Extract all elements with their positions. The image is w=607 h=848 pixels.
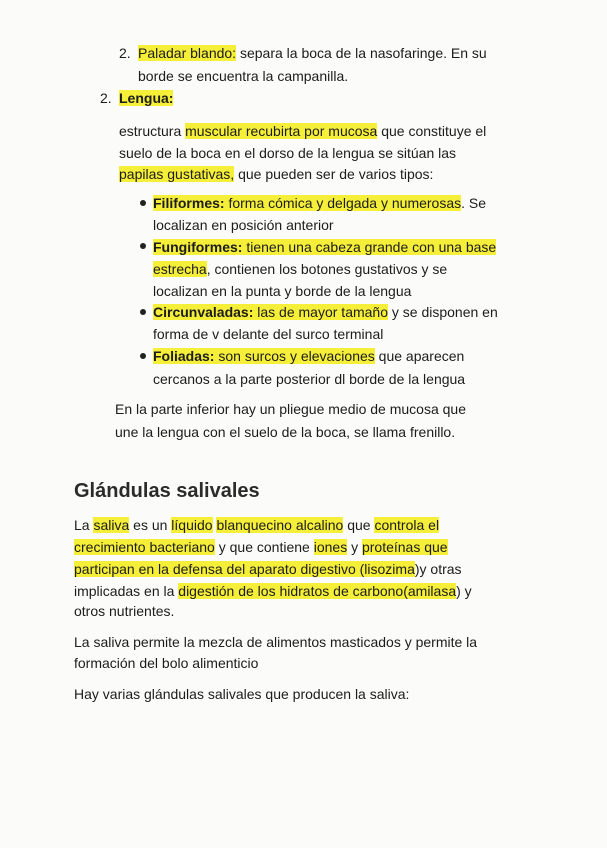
text: La [74, 517, 94, 533]
bullet-icon [140, 243, 146, 249]
text: que aparecen [374, 348, 465, 364]
papila-term: Foliadas: [153, 348, 215, 364]
paladar-line-1 [138, 44, 487, 62]
highlight: proteínas que [361, 539, 448, 555]
text: que [343, 517, 375, 533]
section-heading: Glándulas salivales [74, 480, 260, 502]
highlight: controla el [374, 517, 440, 533]
lengua-title [119, 89, 173, 107]
frenillo-line-1: En la parte inferior hay un pliegue medio de mucosa que [115, 401, 466, 417]
papila-term: Filiformes: [153, 195, 225, 211]
papila-fungiformes-line-2 [153, 260, 447, 278]
paladar-term: Paladar blando: [138, 45, 237, 61]
mezcla-line-2: formación del bolo alimenticio [74, 655, 259, 671]
text: . Se [461, 195, 487, 211]
papila-circunvaladas-line-2: forma de v delante del surco terminal [153, 326, 384, 342]
lengua-title-text: Lengua: [119, 90, 174, 106]
highlight: papilas gustativas, [119, 166, 235, 182]
list-number: 2. [119, 45, 131, 61]
lengua-para-line-3 [119, 165, 433, 183]
bullet-icon [140, 309, 146, 315]
highlight: tienen una cabeza grande con una base [242, 239, 497, 255]
papila-term: Circunvaladas: [153, 304, 254, 320]
highlight: blanquecino alcalino [216, 517, 344, 533]
saliva-line-5: otros nutrientes. [74, 603, 175, 619]
papila-term: Fungiformes: [153, 239, 243, 255]
frenillo-line-2: une la lengua con el suelo de la boca, se llama frenillo. [115, 424, 456, 440]
saliva-line-3 [74, 560, 462, 578]
highlight: iones [313, 539, 348, 555]
text: implicadas en la [74, 583, 179, 599]
saliva-line-4 [74, 582, 472, 600]
papila-fungiformes-line-3: localizan en la punta y borde de la lengua [153, 283, 412, 299]
text: , contienen los botones gustativos y se [206, 261, 448, 277]
lengua-para-line-1 [119, 122, 486, 140]
mezcla-line-1: La saliva permite la mezcla de alimentos masticados y permite la [74, 634, 478, 650]
papila-foliadas-line-2: cercanos a la parte posterior dl borde de la lengua [153, 371, 466, 387]
text: que pueden ser de varios tipos: [234, 166, 434, 182]
lengua-para-line-2: suelo de la boca en el dorso de la lengua se sitúan las [119, 145, 457, 161]
bullet-icon [140, 200, 146, 206]
text: y se disponen en [388, 304, 498, 320]
text: es un [129, 517, 172, 533]
highlight: estrecha [153, 261, 207, 277]
papila-circunvaladas-line-1 [153, 303, 498, 321]
highlight: saliva [93, 517, 130, 533]
saliva-line-1 [74, 516, 439, 534]
highlight: líquido [171, 517, 213, 533]
highlight: crecimiento bacteriano [74, 539, 215, 555]
highlight: las de mayor tamaño [253, 304, 388, 320]
glandulas-intro: Hay varias glándulas salivales que producen la saliva: [74, 686, 410, 702]
text: ) y [456, 583, 472, 599]
highlight: son surcos y elevaciones [214, 348, 375, 364]
highlight: muscular recubirta por mucosa [185, 123, 378, 139]
highlight: forma cómica y delgada y numerosas [224, 195, 462, 211]
text: )y otras [414, 561, 462, 577]
text: y [347, 539, 362, 555]
text: estructura [119, 123, 186, 139]
bullet-icon [140, 353, 146, 359]
highlight: participan en la defensa del aparato digestivo (lisozima [74, 561, 415, 577]
highlight: digestión de los hidratos de carbono(amilasa [178, 583, 457, 599]
papila-fungiformes-line-1 [153, 238, 496, 256]
paladar-line-2: borde se encuentra la campanilla. [138, 68, 349, 84]
papila-foliadas-line-1 [153, 347, 464, 365]
list-number: 2. [100, 90, 112, 106]
saliva-line-2 [74, 538, 448, 556]
paladar-text: separa la boca de la nasofaringe. En su [236, 45, 487, 61]
papila-filiformes-line-1 [153, 194, 486, 212]
text: que constituye el [377, 123, 487, 139]
papila-filiformes-line-2: localizan en posición anterior [153, 217, 334, 233]
text: y que contiene [214, 539, 314, 555]
